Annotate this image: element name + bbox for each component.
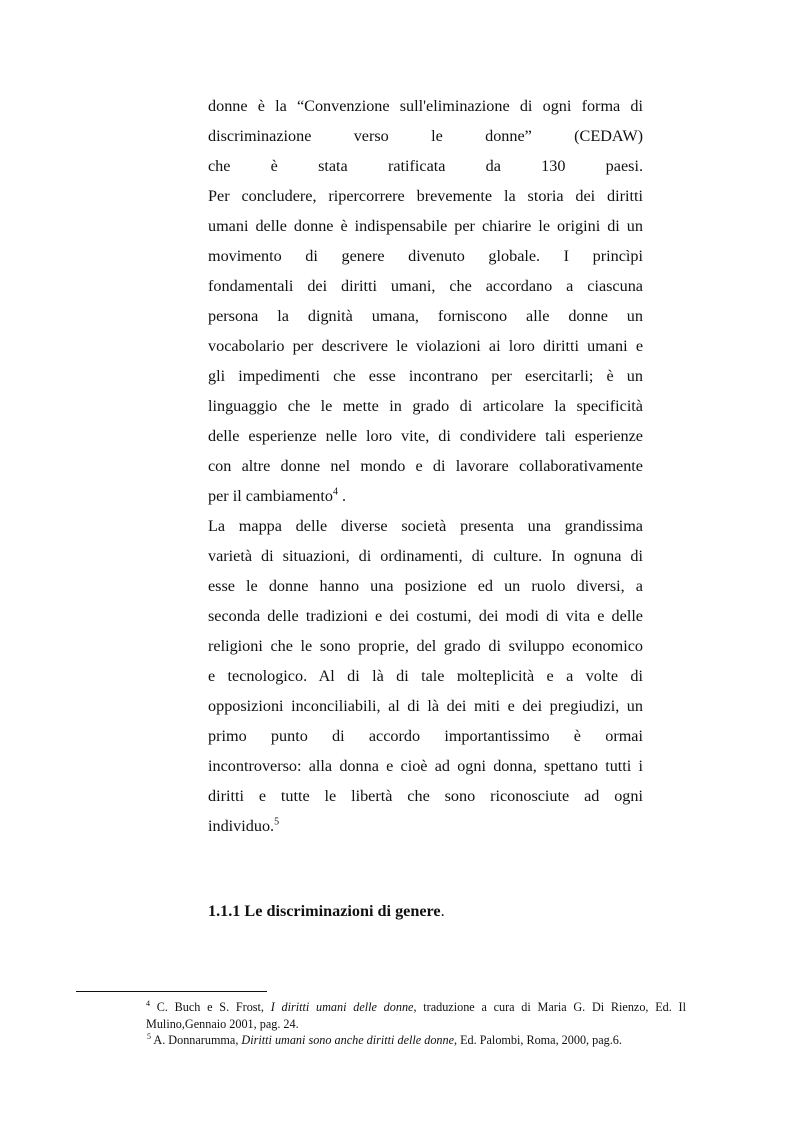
text-line: con altre donne nel mondo e di lavorare collaborativamente [208, 457, 643, 475]
footnote-4-rest: , traduzione a cura di Maria G. Di Rienzo, Ed. Il [413, 1000, 686, 1014]
footnote-4-author: C. Buch e S. Frost, [150, 1000, 271, 1014]
footnote-4-number: 4 [146, 998, 150, 1008]
text-line: incontroverso: alla donna e cioè ad ogni donna, spettano tutti i [208, 757, 643, 775]
text-line: movimento di genere divenuto globale. I princìpi [208, 247, 643, 265]
footnote-5-title: Diritti umani sono anche diritti delle donne, [241, 1033, 458, 1047]
footnote-ref-5: 5 [274, 816, 280, 828]
footnote-4-title: I diritti umani delle donne [270, 1000, 414, 1014]
text-line: varietà di situazioni, di ordinamenti, di culture. In ognuna di [208, 547, 643, 565]
heading-text: 1.1.1 Le discriminazioni di genere [208, 902, 441, 920]
text-line: gli impedimenti che esse incontrano per esercitarli; è un [208, 367, 643, 385]
footnote-separator [76, 991, 267, 992]
footnote-4-line-2: Mulino,Gennaio 2001, pag. 24. [146, 1016, 299, 1031]
text-line: umani delle donne è indispensabile per chiarire le origini di un [208, 217, 643, 235]
text-line: esse le donne hanno una posizione ed un ruolo diversi, a [208, 577, 643, 595]
text-line: discriminazione verso le donne” (CEDAW) [208, 127, 643, 145]
text-line [208, 811, 643, 841]
footnote-5 [146, 1032, 686, 1049]
text-line: seconda delle tradizioni e dei costumi, dei modi di vita e delle [208, 607, 643, 625]
footnote-5-number: 5 [147, 1031, 152, 1041]
text-line: primo punto di accordo importantissimo è ormai [208, 727, 643, 745]
heading-period: . [440, 902, 445, 920]
text-line: vocabolario per descrivere le violazioni ai loro diritti umani e [208, 337, 643, 355]
text-line: e tecnologico. Al di là di tale molteplicità e a volte di [208, 667, 643, 685]
footnote-5-rest: Ed. Palombi, Roma, 2000, pag.6. [457, 1033, 622, 1047]
text-line: La mappa delle diverse società presenta una grandissima [208, 517, 643, 535]
text-line: diritti e tutte le libertà che sono riconosciute ad ogni [208, 787, 643, 805]
text-line: donne è la “Convenzione sull'eliminazione di ogni forma di [208, 97, 643, 115]
footnote-4-line-1 [146, 999, 686, 1016]
text-line: religioni che le sono proprie, del grado di sviluppo economico [208, 637, 643, 655]
text-line: linguaggio che le mette in grado di articolare la specificità [208, 397, 643, 415]
text-line: fondamentali dei diritti umani, che accordano a ciascuna [208, 277, 643, 295]
text-line: delle esperienze nelle loro vite, di condividere tali esperienze [208, 427, 643, 445]
text-line: opposizioni inconciliabili, al di là dei miti e dei pregiudizi, un [208, 697, 643, 715]
text-line-content: per il cambiamento [208, 487, 333, 505]
footnotes [146, 999, 686, 1049]
text-line: Per concludere, ripercorrere brevemente la storia dei diritti [208, 187, 643, 205]
text-line: persona la dignità umana, forniscono alle donne un [208, 307, 643, 325]
footnote-ref-4: 4 [332, 486, 338, 498]
text-line: che è stata ratificata da 130 paesi. [208, 157, 643, 175]
text-line [208, 481, 643, 511]
body-text [208, 91, 643, 841]
footnote-5-author: A. Donnarumma, [151, 1033, 242, 1047]
text-line-tail: . [337, 487, 347, 505]
section-heading [208, 902, 445, 921]
text-line-content: individuo. [208, 817, 275, 835]
